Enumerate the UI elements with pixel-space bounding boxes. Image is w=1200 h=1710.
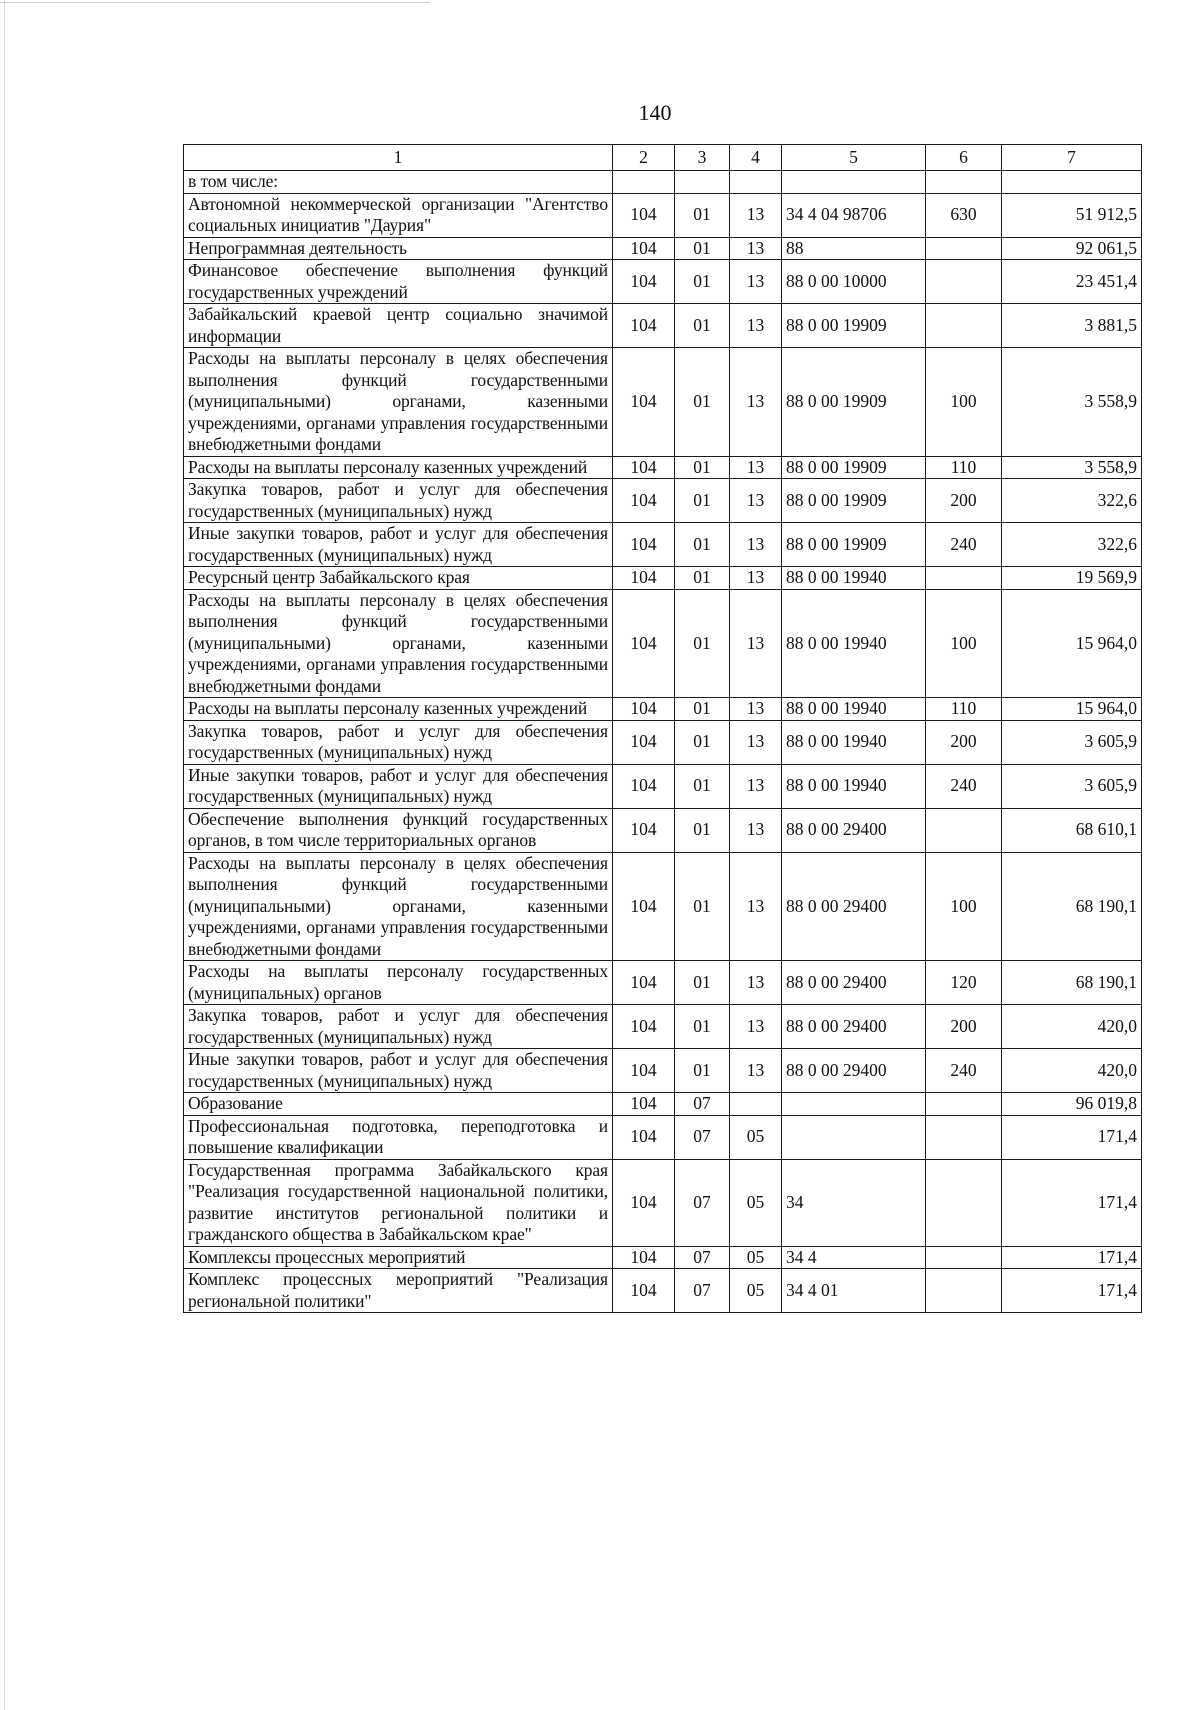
table-row [184,720,1142,764]
table-row [184,523,1142,567]
row-name-cell: Финансовое обеспечение выполнения функций государственных учреждений [184,260,613,304]
row-target-article-cell: 88 0 00 19940 [782,567,926,590]
row-name-cell: Комплекс процессных мероприятий "Реализация региональной политики" [184,1269,613,1313]
row-code-cell: 104 [613,1159,675,1246]
row-section-cell: 07 [675,1093,730,1116]
row-amount-cell: 51 912,5 [1002,193,1142,237]
row-amount-cell: 171,4 [1002,1269,1142,1313]
row-target-article-cell: 88 0 00 19909 [782,304,926,348]
row-code-cell: 104 [613,523,675,567]
row-section-cell: 01 [675,589,730,698]
row-subsection-cell: 05 [730,1269,782,1313]
row-expense-type-cell [926,1246,1002,1269]
row-name-cell: Иные закупки товаров, работ и услуг для обеспечения государственных (муниципальных) нужд [184,1049,613,1093]
table-row [184,698,1142,721]
row-code-cell [613,171,675,194]
row-name-cell: Расходы на выплаты персоналу казенных учреждений [184,456,613,479]
row-name-cell: Забайкальский краевой центр социально значимой информации [184,304,613,348]
row-name-cell: Ресурсный центр Забайкальского края [184,567,613,590]
row-expense-type-cell: 110 [926,456,1002,479]
table-row [184,808,1142,852]
row-expense-type-cell: 200 [926,479,1002,523]
row-name-cell: в том числе: [184,171,613,194]
row-expense-type-cell [926,260,1002,304]
row-expense-type-cell [926,1159,1002,1246]
table-row [184,456,1142,479]
row-subsection-cell: 13 [730,589,782,698]
scan-margin-line [4,0,5,1710]
row-subsection-cell: 13 [730,193,782,237]
row-amount-cell: 23 451,4 [1002,260,1142,304]
row-expense-type-cell: 630 [926,193,1002,237]
table-row [184,852,1142,961]
row-section-cell: 01 [675,567,730,590]
row-amount-cell: 420,0 [1002,1049,1142,1093]
row-target-article-cell: 88 0 00 19940 [782,589,926,698]
row-target-article-cell: 34 4 04 98706 [782,193,926,237]
row-subsection-cell: 05 [730,1246,782,1269]
row-expense-type-cell: 200 [926,1005,1002,1049]
row-section-cell [675,171,730,194]
row-section-cell: 01 [675,852,730,961]
row-expense-type-cell: 240 [926,764,1002,808]
row-target-article-cell: 88 0 00 10000 [782,260,926,304]
row-subsection-cell: 13 [730,567,782,590]
row-code-cell: 104 [613,961,675,1005]
row-name-cell: Расходы на выплаты персоналу в целях обеспечения выполнения функций государственными (муниципальными) органами, казенными учреждениями, органами управления государственными внебюджетными фондами [184,852,613,961]
row-subsection-cell: 05 [730,1159,782,1246]
row-amount-cell: 420,0 [1002,1005,1142,1049]
row-code-cell: 104 [613,348,675,457]
budget-table [183,144,1142,1313]
table-row [184,479,1142,523]
row-amount-cell: 3 881,5 [1002,304,1142,348]
row-expense-type-cell [926,567,1002,590]
row-amount-cell: 68 610,1 [1002,808,1142,852]
header-row [184,145,1142,171]
header-cell: 6 [926,145,1002,171]
row-amount-cell: 171,4 [1002,1246,1142,1269]
row-code-cell: 104 [613,720,675,764]
row-target-article-cell: 88 0 00 29400 [782,1049,926,1093]
row-section-cell: 01 [675,961,730,1005]
row-expense-type-cell [926,1269,1002,1313]
row-name-cell: Комплексы процессных мероприятий [184,1246,613,1269]
row-code-cell: 104 [613,456,675,479]
table-row [184,348,1142,457]
row-target-article-cell: 88 0 00 29400 [782,852,926,961]
row-section-cell: 01 [675,1049,730,1093]
row-amount-cell: 171,4 [1002,1159,1142,1246]
row-code-cell: 104 [613,304,675,348]
row-expense-type-cell [926,304,1002,348]
row-amount-cell [1002,171,1142,194]
row-expense-type-cell: 200 [926,720,1002,764]
row-code-cell: 104 [613,1049,675,1093]
row-subsection-cell: 13 [730,720,782,764]
row-name-cell: Закупка товаров, работ и услуг для обеспечения государственных (муниципальных) нужд [184,720,613,764]
row-amount-cell: 3 605,9 [1002,764,1142,808]
row-target-article-cell: 88 [782,237,926,260]
row-subsection-cell: 13 [730,237,782,260]
row-amount-cell: 3 558,9 [1002,456,1142,479]
row-target-article-cell: 88 0 00 29400 [782,961,926,1005]
row-subsection-cell: 13 [730,698,782,721]
row-name-cell: Непрограммная деятельность [184,237,613,260]
header-cell: 2 [613,145,675,171]
row-subsection-cell: 13 [730,961,782,1005]
row-section-cell: 01 [675,720,730,764]
row-code-cell: 104 [613,1269,675,1313]
row-code-cell: 104 [613,260,675,304]
row-code-cell: 104 [613,698,675,721]
table-row [184,237,1142,260]
row-subsection-cell: 13 [730,1049,782,1093]
row-section-cell: 01 [675,479,730,523]
row-subsection-cell: 13 [730,348,782,457]
table-row [184,1159,1142,1246]
row-amount-cell: 3 558,9 [1002,348,1142,457]
row-target-article-cell [782,171,926,194]
table-row [184,1269,1142,1313]
table-row [184,764,1142,808]
row-name-cell: Расходы на выплаты персоналу в целях обеспечения выполнения функций государственными (муниципальными) органами, казенными учреждениями, органами управления государственными внебюджетными фондами [184,348,613,457]
row-subsection-cell: 13 [730,456,782,479]
row-expense-type-cell: 240 [926,523,1002,567]
row-name-cell: Государственная программа Забайкальского края "Реализация государственной национальной политики, развитие институтов региональной политики и гражданского общества в Забайкальском крае" [184,1159,613,1246]
row-subsection-cell [730,171,782,194]
header-cell: 7 [1002,145,1142,171]
row-section-cell: 07 [675,1269,730,1313]
row-name-cell: Расходы на выплаты персоналу в целях обеспечения выполнения функций государственными (муниципальными) органами, казенными учреждениями, органами управления государственными внебюджетными фондами [184,589,613,698]
row-name-cell: Расходы на выплаты персоналу государственных (муниципальных) органов [184,961,613,1005]
row-section-cell: 07 [675,1246,730,1269]
scan-top-line [0,2,430,3]
row-section-cell: 01 [675,193,730,237]
table-row [184,260,1142,304]
row-section-cell: 01 [675,348,730,457]
row-section-cell: 01 [675,260,730,304]
row-target-article-cell: 88 0 00 19909 [782,456,926,479]
row-subsection-cell: 13 [730,260,782,304]
row-target-article-cell: 88 0 00 19940 [782,764,926,808]
row-code-cell: 104 [613,1093,675,1116]
header-cell: 3 [675,145,730,171]
row-code-cell: 104 [613,193,675,237]
row-name-cell: Закупка товаров, работ и услуг для обеспечения государственных (муниципальных) нужд [184,479,613,523]
row-expense-type-cell: 100 [926,852,1002,961]
row-expense-type-cell: 110 [926,698,1002,721]
row-subsection-cell: 13 [730,304,782,348]
row-section-cell: 07 [675,1159,730,1246]
table-row [184,304,1142,348]
row-name-cell: Образование [184,1093,613,1116]
row-amount-cell: 322,6 [1002,479,1142,523]
table-row [184,1246,1142,1269]
row-expense-type-cell: 100 [926,589,1002,698]
row-code-cell: 104 [613,237,675,260]
row-target-article-cell: 88 0 00 19909 [782,523,926,567]
row-code-cell: 104 [613,479,675,523]
row-section-cell: 01 [675,237,730,260]
row-amount-cell: 15 964,0 [1002,698,1142,721]
row-target-article-cell: 34 [782,1159,926,1246]
row-section-cell: 07 [675,1115,730,1159]
row-code-cell: 104 [613,852,675,961]
table-row [184,961,1142,1005]
row-amount-cell: 68 190,1 [1002,852,1142,961]
row-target-article-cell: 88 0 00 19909 [782,479,926,523]
row-name-cell: Расходы на выплаты персоналу казенных учреждений [184,698,613,721]
page-number: 140 [638,100,672,125]
row-amount-cell: 15 964,0 [1002,589,1142,698]
row-expense-type-cell [926,171,1002,194]
row-expense-type-cell [926,237,1002,260]
row-expense-type-cell [926,808,1002,852]
row-name-cell: Иные закупки товаров, работ и услуг для обеспечения государственных (муниципальных) нужд [184,764,613,808]
row-section-cell: 01 [675,456,730,479]
row-target-article-cell: 88 0 00 19940 [782,720,926,764]
row-subsection-cell: 13 [730,479,782,523]
row-target-article-cell: 34 4 [782,1246,926,1269]
row-section-cell: 01 [675,523,730,567]
row-code-cell: 104 [613,808,675,852]
row-subsection-cell: 13 [730,764,782,808]
row-subsection-cell: 05 [730,1115,782,1159]
table-row [184,567,1142,590]
row-code-cell: 104 [613,589,675,698]
row-code-cell: 104 [613,567,675,590]
row-section-cell: 01 [675,698,730,721]
row-subsection-cell: 13 [730,852,782,961]
row-amount-cell: 92 061,5 [1002,237,1142,260]
row-amount-cell: 3 605,9 [1002,720,1142,764]
table-body [184,145,1142,1313]
row-name-cell: Профессиональная подготовка, переподготовка и повышение квалификации [184,1115,613,1159]
table-row [184,1093,1142,1116]
row-subsection-cell: 13 [730,808,782,852]
header-cell: 1 [184,145,613,171]
row-target-article-cell: 34 4 01 [782,1269,926,1313]
row-code-cell: 104 [613,1115,675,1159]
header-cell: 4 [730,145,782,171]
row-target-article-cell [782,1093,926,1116]
row-target-article-cell: 88 0 00 29400 [782,808,926,852]
row-expense-type-cell [926,1115,1002,1159]
row-section-cell: 01 [675,1005,730,1049]
row-target-article-cell [782,1115,926,1159]
row-code-cell: 104 [613,1005,675,1049]
row-subsection-cell: 13 [730,523,782,567]
row-expense-type-cell: 240 [926,1049,1002,1093]
row-name-cell: Закупка товаров, работ и услуг для обеспечения государственных (муниципальных) нужд [184,1005,613,1049]
row-section-cell: 01 [675,808,730,852]
table-row [184,589,1142,698]
row-amount-cell: 96 019,8 [1002,1093,1142,1116]
row-name-cell: Иные закупки товаров, работ и услуг для обеспечения государственных (муниципальных) нужд [184,523,613,567]
row-amount-cell: 68 190,1 [1002,961,1142,1005]
row-section-cell: 01 [675,304,730,348]
row-code-cell: 104 [613,1246,675,1269]
row-expense-type-cell [926,1093,1002,1116]
row-amount-cell: 19 569,9 [1002,567,1142,590]
row-name-cell: Обеспечение выполнения функций государственных органов, в том числе территориальных органов [184,808,613,852]
row-amount-cell: 171,4 [1002,1115,1142,1159]
table-row [184,193,1142,237]
row-target-article-cell: 88 0 00 19909 [782,348,926,457]
row-subsection-cell [730,1093,782,1116]
row-target-article-cell: 88 0 00 19940 [782,698,926,721]
table-row [184,1049,1142,1093]
row-section-cell: 01 [675,764,730,808]
header-cell: 5 [782,145,926,171]
row-expense-type-cell: 120 [926,961,1002,1005]
row-code-cell: 104 [613,764,675,808]
table-row [184,1115,1142,1159]
table-row [184,1005,1142,1049]
row-expense-type-cell: 100 [926,348,1002,457]
row-name-cell: Автономной некоммерческой организации "Агентство социальных инициатив "Даурия" [184,193,613,237]
row-amount-cell: 322,6 [1002,523,1142,567]
row-target-article-cell: 88 0 00 29400 [782,1005,926,1049]
table-row [184,171,1142,194]
row-subsection-cell: 13 [730,1005,782,1049]
